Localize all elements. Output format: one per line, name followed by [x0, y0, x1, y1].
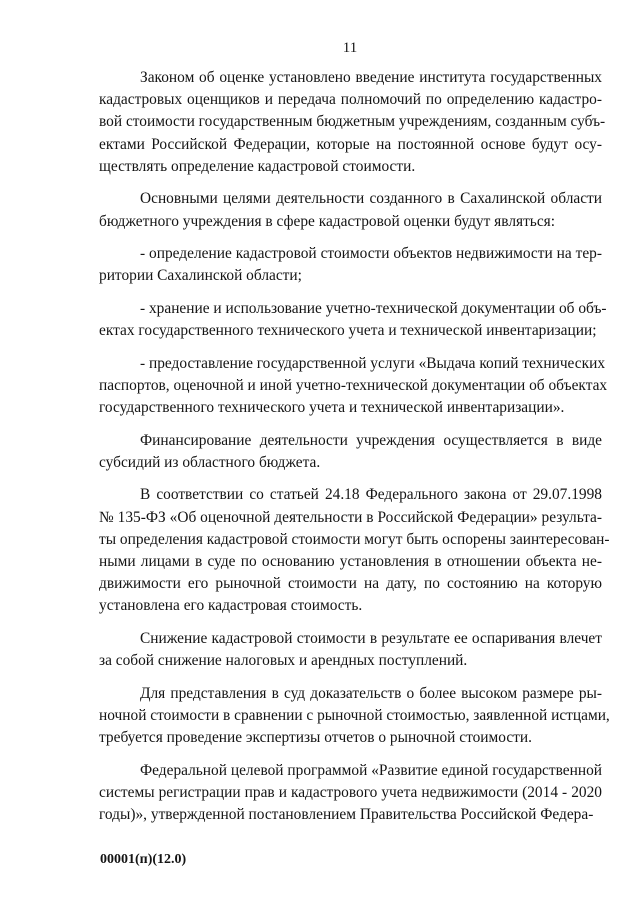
- paragraph: [99, 628, 602, 672]
- text-line: - предоставление государственной услуги «Выдача копий технических: [140, 354, 606, 372]
- paragraph-gap: [99, 342, 602, 352]
- text-line: установлена его кадастровая стоимость.: [99, 597, 363, 615]
- text-line: В соответствии со статьей 24.18 Федерального закона от 29.07.1998: [140, 486, 602, 504]
- paragraph-gap: [99, 178, 602, 188]
- text-line: субсидий из областного бюджета.: [99, 453, 321, 471]
- text-line: требуется проведение экспертизы отчетов о рыночной стоимости.: [99, 729, 532, 746]
- text-line: бюджетного учреждения в сфере кадастровой оценки будут являться:: [99, 212, 556, 230]
- paragraph: [99, 353, 608, 420]
- document-body: [99, 67, 610, 826]
- paragraph-gap: [99, 749, 602, 759]
- text-line: Финансирование деятельности учреждения осуществляется в виде: [140, 431, 602, 449]
- text-line: ектами Российской Федерации, которые на постоянной основе будут осу-: [99, 135, 602, 153]
- text-line: Для представления в суд доказательств о более высоком размере ры-: [140, 684, 602, 702]
- text-line: ночной стоимости в сравнении с рыночной стоимостью, заявленной истцами,: [99, 706, 610, 724]
- page-number: 11: [342, 40, 358, 56]
- text-line: Снижение кадастровой стоимости в результате ее оспаривания влечет: [140, 629, 602, 647]
- paragraph-gap: [99, 419, 602, 429]
- text-line: ществлять определение кадастровой стоимости.: [99, 157, 416, 175]
- text-line: - определение кадастровой стоимости объектов недвижимости на тер-: [140, 245, 602, 263]
- footer-document-code: 00001(п)(12.0): [100, 852, 187, 867]
- text-line: кадастровых оценщиков и передача полномочий по определению кадастро-: [99, 91, 602, 109]
- text-line: паспортов, оценочной и иной учетно-технической документации об объектах: [99, 376, 608, 394]
- text-line: ектах государственного технического учета и технической инвентаризации;: [99, 322, 597, 340]
- text-line: № 135-ФЗ «Об оценочной деятельности в Российской Федерации» результа-: [99, 508, 602, 526]
- paragraph: [99, 188, 602, 232]
- text-line: - хранение и использование учетно-технической документации об объ-: [140, 299, 607, 317]
- paragraph: [99, 67, 606, 178]
- paragraph-gap: [99, 474, 602, 484]
- paragraph-gap: [99, 233, 602, 243]
- text-line: Федеральной целевой программой «Развитие единой государственной: [140, 761, 602, 779]
- paragraph: [99, 760, 602, 827]
- text-line: Основными целями деятельности созданного в Сахалинской области: [140, 190, 602, 208]
- text-line: ными лицами в суде по основанию установления в отношении объекта не-: [99, 552, 602, 570]
- text-line: ритории Сахалинской области;: [99, 267, 302, 285]
- paragraph: [99, 298, 607, 342]
- paragraph: [99, 243, 602, 287]
- paragraph-gap: [99, 672, 602, 682]
- text-line: ты определения кадастровой стоимости могут быть оспорены заинтересован-: [99, 530, 610, 548]
- text-line: движимости его рыночной стоимости на дату, по состоянию на которую: [99, 575, 602, 593]
- text-line: системы регистрации прав и кадастрового учета недвижимости (2014 - 2020: [99, 783, 602, 801]
- paragraph-gap: [99, 617, 602, 627]
- paragraph: [99, 430, 602, 474]
- text-line: вой стоимости государственным бюджетным учреждениям, созданным субъ-: [99, 113, 606, 131]
- text-line: годы)», утвержденной постановлением Правительства Российской Федера-: [99, 805, 594, 823]
- text-line: за собой снижение налоговых и арендных поступлений.: [99, 652, 468, 670]
- text-line: государственного технического учета и технической инвентаризации».: [99, 399, 565, 416]
- paragraph: [99, 484, 610, 617]
- paragraph-gap: [99, 287, 602, 297]
- paragraph: [99, 683, 610, 750]
- text-line: Законом об оценке установлено введение института государственных: [140, 69, 602, 86]
